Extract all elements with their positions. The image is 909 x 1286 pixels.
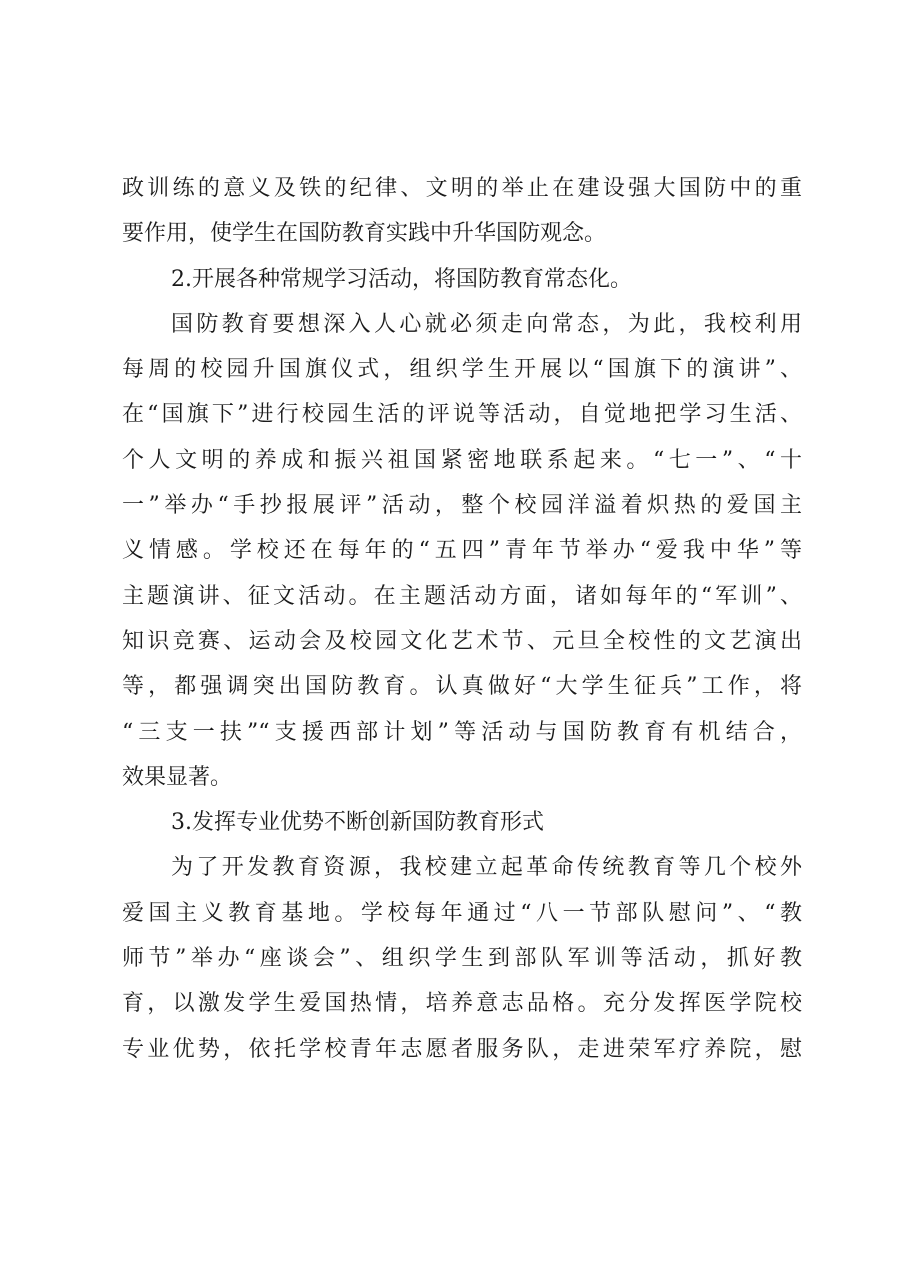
text-line: “三支一扶”“支援西部计划”等活动与国防教育有机结合， xyxy=(122,719,802,745)
document-body xyxy=(122,166,802,1072)
text-line: 主题演讲、征文活动。在主题活动方面，诸如每年的“军训”、 xyxy=(122,583,802,609)
text-line: 个人文明的养成和振兴祖国紧密地联系起来。“七一”、“十 xyxy=(122,447,802,473)
text-line: 在“国旗下”进行校园生活的评说等活动，自觉地把学习生活、 xyxy=(122,402,802,428)
text-line: 义情感。学校还在每年的“五四”青年节举办“爱我中华”等 xyxy=(122,538,802,564)
text-line: 效果显著。 xyxy=(122,764,233,790)
text-line: 爱国主义教育基地。学校每年通过“八一节部队慰问”、“教 xyxy=(122,900,802,926)
text-line: 国防教育要想深入人心就必须走向常态，为此，我校利用 xyxy=(171,311,802,337)
text-line: 一”举办“手抄报展评”活动，整个校园洋溢着炽热的爱国主 xyxy=(122,493,802,519)
text-line: 政训练的意义及铁的纪律、文明的举止在建设强大国防中的重 xyxy=(122,176,802,201)
text-line: 每周的校园升国旗仪式，组织学生开展以“国旗下的演讲”、 xyxy=(122,357,802,383)
section-heading: 3.发挥专业优势不断创新国防教育形式 xyxy=(171,810,544,836)
text-line: 知识竞赛、运动会及校园文化艺术节、元旦全校性的文艺演出 xyxy=(122,628,802,654)
section-heading: 2.开展各种常规学习活动，将国防教育常态化。 xyxy=(171,266,632,292)
text-line: 育，以激发学生爱国热情，培养意志品格。充分发挥医学院校 xyxy=(122,991,802,1017)
text-line: 等，都强调突出国防教育。认真做好“大学生征兵”工作，将 xyxy=(122,674,802,700)
text-line: 要作用，使学生在国防教育实践中升华国防观念。 xyxy=(122,221,607,247)
text-line: 为了开发教育资源，我校建立起革命传统教育等几个校外 xyxy=(171,855,802,881)
text-line: 师节”举办“座谈会”、组织学生到部队军训等活动，抓好教 xyxy=(122,946,802,972)
text-line: 专业优势，依托学校青年志愿者服务队，走进荣军疗养院，慰 xyxy=(122,1036,802,1062)
